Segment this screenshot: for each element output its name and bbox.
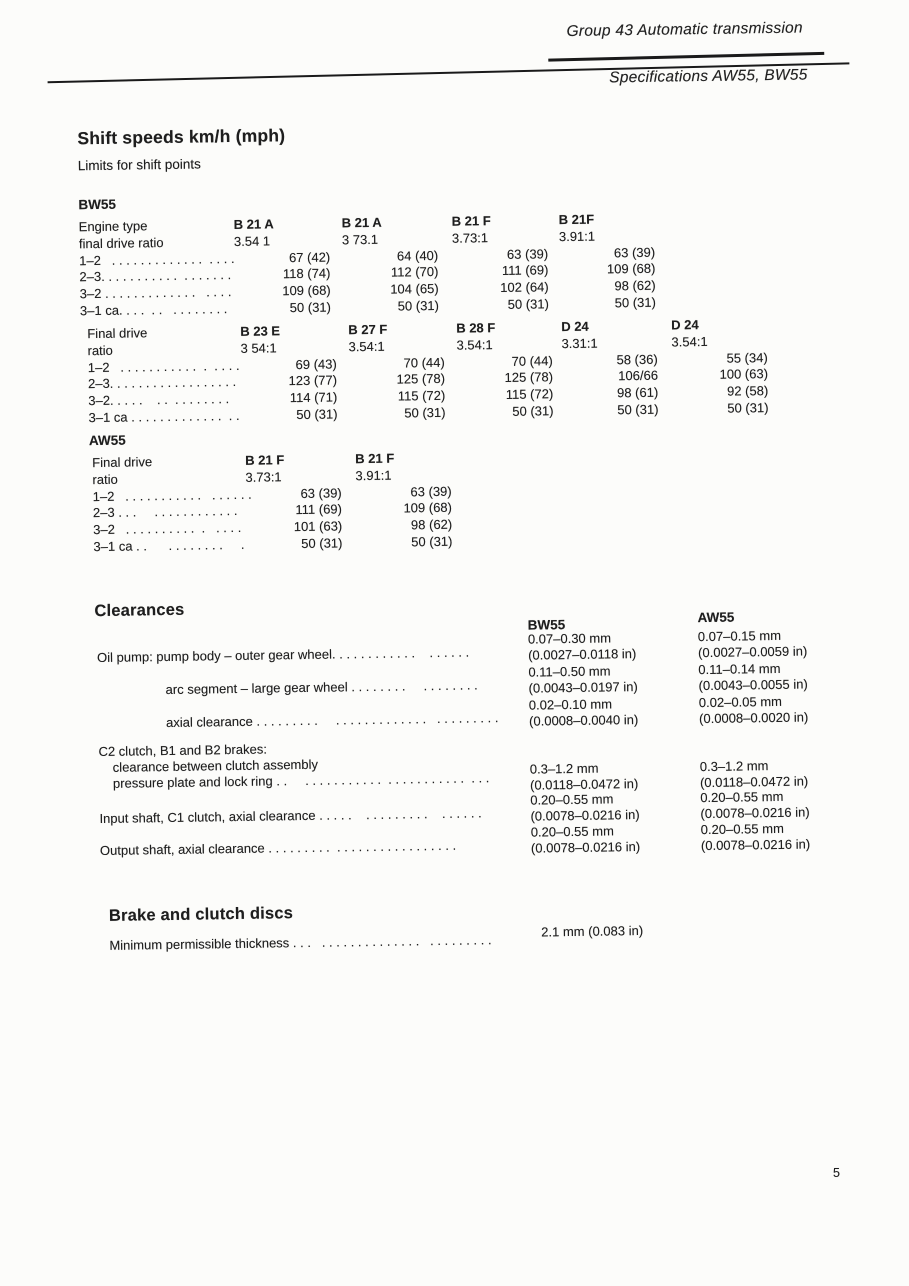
shift-value: 98 (62) [410,516,453,533]
value-mm: 0.20–0.55 mm [700,788,784,806]
drive-ratio: 3.73:1 [245,469,282,485]
engine-column [561,318,658,420]
brake-clutch-section [89,895,790,965]
value-mm: 0.20–0.55 mm [700,820,784,838]
value-in: (0.0078–0.0216 in) [700,836,811,854]
shift-value: 115 (72) [505,386,554,403]
shift-value: 69 (43) [295,356,337,372]
value-in: (0.0118–0.0472 in) [699,773,809,791]
drive-ratio: 3 73.1 [341,231,379,248]
row-label: ratio [87,342,113,358]
header-rule-short [548,52,824,61]
drive-ratio: 3.73:1 [451,229,489,246]
engine-column [245,451,342,553]
value-mm: 0.20–0.55 mm [530,791,614,808]
shift-value: 50 (31) [296,406,338,423]
engine-column [456,319,553,421]
shift-value: 50 (31) [507,296,550,312]
drive-ratio: 3.91:1 [355,467,392,483]
shift-value: 67 (42) [288,249,331,265]
value-mm: 0.02–0.10 mm [528,696,613,713]
clearance-value-aw55 [700,756,878,791]
shift-value: 50 (31) [411,533,453,550]
shift-value: 111 (69) [295,501,343,518]
bw55-shift-table-1 [79,210,701,329]
clearance-value-bw55 [531,822,709,857]
shift-value: 55 (34) [726,349,768,366]
value-mm: 0.02–0.05 mm [698,693,783,711]
brake-clutch-title: Brake and clutch discs [108,904,294,925]
shift-value: 50 (31) [301,535,343,551]
shift-value: 50 (31) [404,404,446,421]
shift-value: 123 (77) [288,372,338,389]
shift-value: 114 (71) [289,389,338,406]
row-label: final drive ratio [78,234,164,252]
clearance-value-aw55 [698,659,876,694]
row-labels [92,453,252,556]
shift-value: 98 (62) [614,277,656,294]
shift-value: 101 (63) [293,518,343,535]
row-label: 1–2 . . . . . . . . . . . . . . . . . [79,250,235,268]
shift-value: 58 (36) [616,351,658,367]
shift-value: 70 (44) [403,354,445,371]
shift-value: 109 (68) [606,261,656,277]
drive-ratio: 3 54:1 [240,340,277,356]
engine-type: D 24 [561,318,589,335]
clearance-value-bw55 [528,629,706,664]
drive-ratio: 3.54:1 [348,338,385,355]
engine-column [452,212,549,314]
shift-value: 63 (39) [506,245,549,262]
engine-type: B 21 F [355,450,395,467]
engine-type: B 28 F [456,320,496,336]
row-label: Engine type [78,218,148,235]
clearance-row-label: Output shaft, axial clearance . . . . . . . . . . . . . . . . . . . . . . . . . . [99,837,457,859]
brake-row-value: 2.1 mm (0.083 in) [541,922,644,940]
clearance-row-label: Oil pump: pump body – outer gear wheel. . . . . . . . . . . . . . . . . . [97,644,470,666]
header-spec-title: Specifications AW55, BW55 [609,66,808,87]
row-label: 3–2. . . . . . . . . . . . . . . [88,391,230,409]
engine-type: B 23 E [240,323,281,339]
shift-value: 50 (31) [617,401,659,418]
clearance-row-label: pressure plate and lock ring . . . . . . . . . . . . . . . . . . . . . . . . . . . [112,770,490,791]
shift-value: 63 (39) [410,483,452,499]
shift-value: 115 (72) [397,388,446,404]
clearance-value-bw55 [530,790,708,825]
shift-value: 104 (65) [390,281,439,297]
aw55-shift-table [92,449,494,565]
clearance-row-label: C2 clutch, B1 and B2 brakes: [98,741,267,760]
clearance-value-aw55 [700,787,878,822]
row-label: 1–2 . . . . . . . . . . . . . . . . [87,357,240,375]
value-mm: 0.11–0.14 mm [698,660,781,678]
engine-column [342,214,439,316]
row-label: 3–1 ca . . . . . . . . . . . [93,536,245,555]
engine-column [234,216,331,318]
engine-column [671,316,768,418]
page-number: 5 [833,1166,840,1180]
shift-value: 50 (31) [727,400,769,416]
shift-value: 50 (31) [397,297,440,314]
row-label: ratio [92,471,118,487]
shift-value: 109 (68) [403,500,453,516]
shift-value: 50 (31) [289,299,332,316]
clearance-row-label: arc segment – large gear wheel . . . . . . . . . . . . . . . . [165,677,478,698]
value-mm: 0.07–0.30 mm [527,630,612,647]
row-labels [79,217,236,320]
engine-type: B 21 A [233,216,274,232]
clearance-value-aw55 [701,819,879,854]
clearances-col-bw55: BW55 [527,617,566,633]
value-in: (0.0078–0.0216 in) [700,804,810,822]
row-label: 3–1 ca . . . . . . . . . . . . . . . [88,407,240,426]
value-in: (0.0118–0.0472 in) [529,776,639,793]
clearances-title: Clearances [94,600,185,621]
value-mm: 0.11–0.50 mm [528,663,611,680]
row-label: 3–2 . . . . . . . . . . . . . . . . . [79,284,232,302]
value-in: (0.0027–0.0059 in) [697,643,808,661]
shift-value: 92 (58) [726,383,769,399]
row-label: 1–2 . . . . . . . . . . . . . . . . . [92,486,252,504]
engine-type: D 24 [671,317,699,333]
shift-value: 118 (74) [282,265,331,282]
engine-column [355,450,452,552]
row-label: Final drive [87,325,148,342]
value-in: (0.0008–0.0040 in) [528,712,639,729]
bw55-shift-table-2 [80,316,802,437]
value-in: (0.0078–0.0216 in) [530,839,641,856]
value-in: (0.0027–0.0118 in) [528,646,637,663]
shift-value: 63 (39) [613,244,656,260]
aw55-section-label: AW55 [88,432,126,449]
shift-value: 125 (78) [396,371,446,387]
drive-ratio: 3.31:1 [561,335,598,351]
value-in: (0.0078–0.0216 in) [530,807,640,824]
clearance-row-label: clearance between clutch assembly [112,756,319,775]
clearance-value-aw55 [699,692,877,727]
shift-value: 98 (61) [616,384,659,401]
value-mm: 0.3–1.2 mm [529,760,599,777]
shift-value: 50 (31) [614,294,657,311]
shift-value: 70 (44) [511,352,553,369]
shift-value: 111 (69) [501,262,549,279]
shift-value: 63 (39) [300,484,342,501]
value-mm: 0.20–0.55 mm [530,823,614,840]
clearance-row-label: axial clearance . . . . . . . . . . . . . . . . . . . . . . . . . . . . . . . [165,710,499,731]
row-labels [87,324,240,427]
shift-speeds-subtitle: Limits for shift points [77,156,201,174]
shift-value: 102 (64) [500,279,549,296]
shift-value: 112 (70) [390,264,439,281]
engine-column [559,211,656,313]
clearances-col-aw55: AW55 [697,609,735,626]
clearance-value-bw55 [529,695,707,730]
shift-value: 64 (40) [396,247,439,264]
engine-type: B 21 A [341,214,382,231]
value-mm: 0.07–0.15 mm [697,627,782,645]
value-in: (0.0008–0.0020 in) [698,709,809,727]
engine-type: B 27 F [348,321,388,338]
engine-column [240,322,337,424]
row-label: Final drive [92,454,153,471]
header-group-title: Group 43 Automatic transmission [566,19,803,41]
shift-value: 106/66 [618,368,659,384]
clearance-value-aw55 [698,626,876,661]
bw55-section-label: BW55 [78,196,117,213]
engine-type: B 21F [558,211,595,228]
row-label: 2–3 . . . . . . . . . . . . . . . [92,503,238,521]
clearance-row-label: Input shaft, C1 clutch, axial clearance . . . . . . . . . . . . . . . . . . . . [99,805,482,827]
engine-type: B 21 F [245,452,285,468]
shift-speeds-title: Shift speeds km/h (mph) [77,125,286,149]
row-label: 2–3. . . . . . . . . . . . . . . . . . [87,374,237,392]
clearances-section [84,591,878,883]
value-mm: 0.3–1.2 mm [699,758,769,775]
shift-value: 100 (63) [719,366,769,383]
clearance-value-bw55 [530,759,708,794]
drive-ratio: 3.54:1 [671,333,708,350]
row-label: 2–3. . . . . . . . . . . . . . . . . . [79,267,232,285]
engine-column [348,321,445,423]
value-in: (0.0043–0.0197 in) [528,679,638,696]
shift-value: 50 (31) [512,403,554,419]
engine-type: B 21 F [451,213,491,229]
shift-value: 109 (68) [282,282,331,299]
value-in: (0.0043–0.0055 in) [698,676,808,694]
shift-value: 125 (78) [504,369,554,386]
drive-ratio: 3.54:1 [456,336,493,353]
row-label: 3–1 ca. . . . . . . . . . . . . . [79,301,228,319]
brake-row-label: Minimum permissible thickness . . . . . . . . . . . . . . . . . . . . . . . . . . [109,932,492,953]
drive-ratio: 3.91:1 [558,228,596,244]
clearance-value-bw55 [528,662,706,697]
drive-ratio: 3.54 1 [233,233,271,249]
row-label: 3–2 . . . . . . . . . . . . . . . [93,520,242,538]
